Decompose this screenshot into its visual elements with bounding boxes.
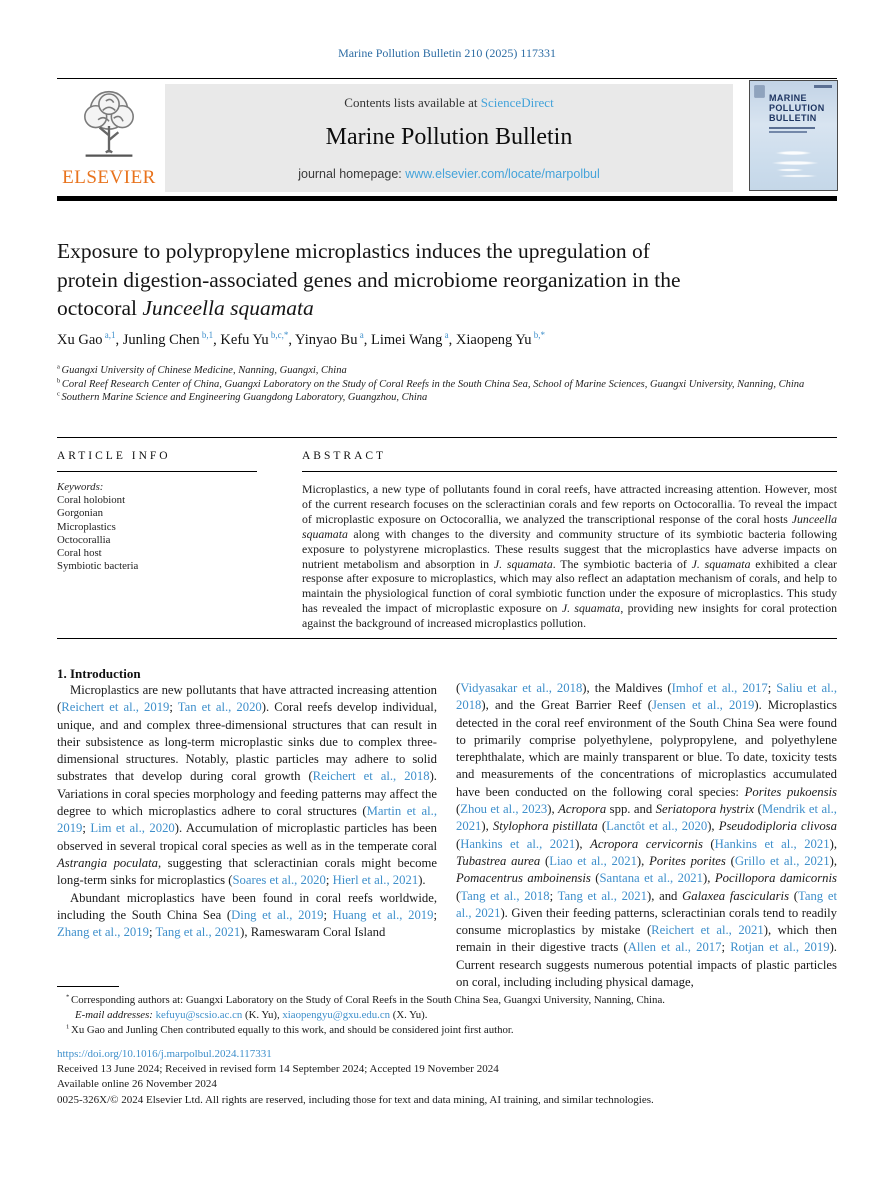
cover-title-line: MARINE <box>769 93 807 103</box>
text-segment: Abundant microplastics have been found in coral reefs worldwide, including the South China Sea ( <box>57 890 437 922</box>
cover-subtitle-bar <box>769 127 815 129</box>
text-segment: . The symbiotic bacteria of <box>552 556 692 571</box>
text-segment: Xu Gao and Junling Chen contributed equally to this work, and should be considered joint first author. <box>71 1023 514 1036</box>
email-addresses-note <box>57 1008 837 1023</box>
text-segment: ; <box>721 940 731 955</box>
journal-header-box <box>165 84 733 192</box>
citation-link[interactable]: Zhang et al., 2019 <box>57 925 149 940</box>
citation-link[interactable]: Mendrik et al., 2021 <box>456 802 837 834</box>
citation-link[interactable]: Tang et al., 2021 <box>456 888 838 920</box>
citation-link[interactable]: Allen et al., 2017 <box>627 940 722 955</box>
citation-link[interactable]: Grillo et al., 2021 <box>734 853 830 868</box>
text-segment: ), and the Great Barrier Reef ( <box>481 698 652 713</box>
text-segment: ( <box>702 836 715 851</box>
text-segment: Southern Marine Science and Engineering Guangdong Laboratory, Guangzhou, China <box>61 392 428 403</box>
affiliation-line <box>57 391 837 405</box>
text-segment: , Limei Wang <box>363 332 443 348</box>
citation-link[interactable]: Lanctôt et al., 2020 <box>606 819 708 834</box>
affiliations <box>57 364 837 405</box>
text-segment: ( <box>789 888 798 903</box>
text-segment: a <box>57 363 62 371</box>
text-segment: , Xiaopeng Yu <box>448 332 532 348</box>
intro-paragraph <box>57 682 437 890</box>
affiliation-line <box>57 378 837 392</box>
text-segment: ). Accumulation of microplastic particles has been observed in several tropical coral species as well as in the temperate coral <box>57 821 437 853</box>
text-segment: ), Rameswaram Coral Island <box>240 925 386 940</box>
text-segment: Pocillopora damicornis <box>714 871 837 886</box>
text-segment: (K. Yu), <box>242 1008 283 1021</box>
text-segment: Guangxi University of Chinese Medicine, Nanning, Guangxi, China <box>61 365 347 376</box>
keyword-item: Coral host <box>57 547 102 560</box>
text-segment: spp. and <box>606 802 656 817</box>
text-segment: ), <box>829 836 837 851</box>
text-segment: ). Variations in coral species morphology and feeding patterns may affect the degree to which microplastics adhere to coral structures ( <box>57 769 437 819</box>
text-segment: Contents lists available at <box>344 95 481 110</box>
citation-link[interactable]: Hankins et al., 2021 <box>460 836 576 851</box>
article-title-line <box>57 266 777 295</box>
journal-cover-thumbnail[interactable] <box>749 80 838 191</box>
abstract-heading: ABSTRACT <box>302 450 387 462</box>
citation-link[interactable]: Rotjan et al., 2019 <box>730 940 830 955</box>
text-segment: ). Coral reefs develop individual, unique, and and complex three-dimensional structures that can result in their subsistence as long-term microplastic sinks due to complex three-dimensional structures. Notably, plastic particles may adhere to solid substrates that develop during coral growth ( <box>57 700 437 784</box>
header-top-rule <box>57 78 837 79</box>
text-segment: ; <box>323 907 333 922</box>
text-segment: , suggesting that scleractinian corals might become long-term sinks for microplastics ( <box>57 855 437 888</box>
text-segment: ( <box>456 888 461 903</box>
text-segment: exhibited a clear response after exposure to microplastics, which may also reflect an adaptation mechanism of corals, and help to maintain the physiological function of coral symbiotic function under the exposure of microplastics. This study has revealed the impact of microplastic exposure on <box>302 556 837 616</box>
keyword-item: Gorgonian <box>57 507 103 520</box>
citation-link[interactable]: Jensen et al., 2019 <box>651 698 755 713</box>
text-segment: ; <box>325 873 333 888</box>
text-segment: Junceella squamata <box>142 296 314 320</box>
article-title <box>57 237 777 323</box>
citation-link[interactable]: Ding et al., 2019 <box>231 907 324 922</box>
text-segment: ). Current research suggests numerous potential impacts of plastic particles on coral, including including physical damage, <box>456 940 837 990</box>
text-segment: ( <box>597 819 607 834</box>
journal-title: Marine Pollution Bulletin <box>325 124 573 150</box>
article-title-line <box>57 237 777 266</box>
text-segment: ). Microplastics detected in the coral reef environment of the South China Sea were found to primarily comprise polyethylene, polypropylene, and polyethylene terephthalate, which are mainly transparent or blue. To date, toxicity tests and measurements of the concentrations of microplastics accumulated have been conducted on the following coral species: <box>456 698 837 799</box>
text-segment: Porites pukoensis <box>744 784 837 799</box>
elsevier-tree-icon <box>70 86 148 166</box>
cover-waves-art <box>750 143 837 183</box>
footnotes-block <box>57 993 837 1037</box>
abstract-column <box>302 450 837 631</box>
text-segment: b <box>57 377 62 384</box>
intro-left-column <box>57 666 437 941</box>
text-segment: Porites porites <box>649 853 726 868</box>
elsevier-logo <box>57 86 161 192</box>
text-segment: * <box>66 993 72 1001</box>
keywords-label: Keywords: <box>57 481 104 493</box>
citation-link[interactable]: Lim et al., 2020 <box>90 821 175 836</box>
text-segment: ), <box>829 853 837 868</box>
text-segment: J. squamata <box>493 556 553 571</box>
elsevier-wordmark: ELSEVIER <box>62 167 156 188</box>
sciencedirect-link[interactable]: ScienceDirect <box>480 95 554 110</box>
email-link[interactable]: xiaopengyu@gxu.edu.cn <box>282 1008 391 1021</box>
text-segment: ), <box>575 836 591 851</box>
text-segment: Xu Gao <box>57 332 103 348</box>
article-title-line <box>57 294 777 323</box>
text-segment: octocoral <box>57 296 143 320</box>
keyword-item: Symbiotic bacteria <box>57 560 139 573</box>
corresponding-author-note <box>57 993 837 1008</box>
text-segment: , providing new insights for coral protection against the background of increased microplastics pollution. <box>302 601 838 631</box>
text-segment: Microplastics are new pollutants that have attracted increasing attention ( <box>57 683 437 715</box>
citation-link[interactable]: Liao et al., 2021 <box>549 853 637 868</box>
citation-link[interactable]: Huang et al., 2019 <box>332 907 434 922</box>
equal-contribution-note <box>57 1023 837 1038</box>
text-segment: ), and <box>646 888 683 903</box>
header-bottom-bar <box>57 196 837 201</box>
text-segment: ), <box>636 853 650 868</box>
intro-right-column <box>456 680 837 991</box>
text-segment: ; <box>148 925 156 940</box>
text-segment: ). <box>418 873 426 888</box>
text-segment: ). Given their feeding patterns, scleractinian corals tend to readily consume microplastics by mistake ( <box>456 905 837 938</box>
text-segment: Seriatopora hystrix <box>655 802 755 817</box>
text-segment: ( <box>456 681 461 695</box>
text-segment: Acropora <box>558 802 607 817</box>
text-segment: ), the Maldives ( <box>582 681 672 695</box>
citation-link[interactable]: Tang et al., 2018 <box>460 888 550 903</box>
text-segment: ; <box>767 681 777 695</box>
citation-link[interactable]: Santana et al., 2021 <box>599 871 703 886</box>
text-segment: ; <box>82 821 91 836</box>
text-segment: ), which then remain in their digestive tracts ( <box>456 923 837 955</box>
text-segment: Galaxea fascicularis <box>682 888 790 903</box>
author-affil-sup[interactable]: a <box>442 330 449 341</box>
text-segment: E-mail addresses: <box>75 1008 156 1021</box>
section-divider-rule <box>57 437 837 438</box>
text-segment: ; <box>549 888 558 903</box>
text-segment: , Yinyao Bu <box>288 332 358 348</box>
citation-link[interactable]: Imhof et al., 2017 <box>671 681 768 695</box>
keyword-item: Octocorallia <box>57 533 111 546</box>
author-affil-sup[interactable]: b,* <box>531 330 545 341</box>
text-segment: ( <box>590 871 600 886</box>
text-segment: ), <box>707 819 719 834</box>
cover-title <box>769 93 825 123</box>
intro-paragraph <box>456 680 837 991</box>
text-segment: Coral Reef Research Center of China, Guangxi Laboratory on the Study of Coral Reefs in the South China Sea, School of Marine Sciences, Guangxi University, Nanning, China <box>61 378 805 390</box>
text-segment: ), <box>547 802 559 817</box>
citation-link[interactable]: Soares et al., 2020 <box>232 873 326 888</box>
text-segment: Pseudodiploria clivosa <box>718 819 837 834</box>
footnote-divider-rule <box>57 986 119 987</box>
citation-link[interactable]: Martin et al., 2019 <box>57 804 437 836</box>
affiliation-line <box>57 364 837 378</box>
text-segment: (X. Yu). <box>390 1008 428 1021</box>
text-segment: Tubastrea aurea <box>456 853 541 868</box>
author-affil-sup[interactable]: b,1 <box>199 330 214 341</box>
text-segment: ), <box>481 819 493 834</box>
citation-link[interactable]: Hankins et al., 2021 <box>714 836 830 851</box>
text-segment: Microplastics, a new type of pollutants found in coral reefs, have attracted increasing attention. However, most of the current research focuses on the scleractinian corals and few reports on Octocorallia. To reveal the impact of microplastic exposure on Octocorallia, we analyzed the transcriptional response of the coral hosts <box>302 482 837 526</box>
text-segment: J. squamata <box>561 601 621 616</box>
citation-link[interactable]: Vidyasakar et al., 2018 <box>460 681 583 695</box>
citation-link[interactable]: Hierl et al., 2021 <box>332 873 419 888</box>
received-dates: Received 13 June 2024; Received in revised form 14 September 2024; Accepted 19 November 2024 <box>57 1063 499 1076</box>
text-segment: Pomacentrus amboinensis <box>456 871 591 886</box>
available-online-date: Available online 26 November 2024 <box>57 1078 217 1091</box>
text-segment: Astrangia poculata <box>57 855 158 870</box>
text-segment: 1 <box>66 1023 72 1030</box>
article-info-heading: ARTICLE INFO <box>57 450 171 462</box>
citation-link[interactable]: Saliu et al., 2018 <box>456 681 837 713</box>
text-segment: ( <box>456 802 461 817</box>
text-segment: Corresponding authors at: Guangxi Laboratory on the Study of Coral Reefs in the South China Sea, Guangxi University, Nanning, China. <box>71 994 665 1006</box>
contents-lists-line <box>165 95 733 111</box>
text-segment: ), <box>703 871 715 886</box>
text-segment: protein digestion-associated genes and microbiome reorganization in the <box>57 267 681 292</box>
text-segment: J. squamata <box>691 556 751 571</box>
text-segment: c <box>57 390 62 398</box>
cover-stamp-icon <box>755 86 764 97</box>
page-content <box>57 0 837 1186</box>
keyword-item: Coral holobiont <box>57 494 126 507</box>
section-divider-rule <box>57 638 837 639</box>
text-segment: ; <box>433 907 438 922</box>
copyright-line: 0025-326X/© 2024 Elsevier Ltd. All rights are reserved, including those for text and data mining, AI training, and similar technologies. <box>57 1093 654 1106</box>
text-segment: along with changes to the diversity and community structure of its symbiotic bacteria following exposure to polystyrene microplastics. These results suggest that the microplastics have adverse impacts on nutrient metabolism and absorption in <box>302 526 837 571</box>
journal-reference: Marine Pollution Bulletin 210 (2025) 117331 <box>338 46 556 60</box>
text-segment: ( <box>725 853 735 868</box>
cover-issn-mark <box>814 85 832 88</box>
abstract-rule <box>302 471 837 472</box>
journal-homepage-line <box>165 167 733 181</box>
text-segment: Junceella squamata <box>302 511 837 541</box>
author-affil-sup[interactable]: a,1 <box>102 330 116 341</box>
citation-link[interactable]: Reichert et al., 2019 <box>61 700 170 715</box>
text-segment: ( <box>540 853 550 868</box>
abstract-text <box>302 482 837 631</box>
text-segment: , Kefu Yu <box>213 332 269 348</box>
doi-link[interactable]: https://doi.org/10.1016/j.marpolbul.2024.117331 <box>57 1048 272 1060</box>
text-segment: ( <box>754 802 762 817</box>
citation-link[interactable]: Reichert et al., 2018 <box>312 769 430 784</box>
citation-link[interactable]: Tang et al., 2021 <box>155 925 241 940</box>
text-segment: Acropora cervicornis <box>590 836 703 851</box>
journal-homepage-link[interactable]: www.elsevier.com/locate/marpolbul <box>405 167 600 181</box>
text-segment: , Junling Chen <box>115 332 200 348</box>
keyword-item: Microplastics <box>57 520 116 533</box>
text-segment: Stylophora pistillata <box>492 819 598 834</box>
article-footer <box>57 1047 837 1108</box>
citation-link[interactable]: Reichert et al., 2021 <box>651 923 764 938</box>
author-affil-sup[interactable]: b,c,* <box>268 330 289 341</box>
intro-paragraph <box>57 890 437 942</box>
text-segment: journal homepage: <box>298 167 406 181</box>
article-info-rule <box>57 471 257 472</box>
introduction-heading: 1. Introduction <box>57 666 141 681</box>
author-list <box>57 332 837 349</box>
article-info-column <box>57 450 257 573</box>
text-segment: ; <box>169 700 178 715</box>
cover-subtitle-bar <box>769 131 807 133</box>
keywords-block <box>57 481 257 573</box>
email-link[interactable]: kefuyu@scsio.ac.cn <box>155 1008 243 1021</box>
text-segment: ( <box>456 836 461 851</box>
citation-link[interactable]: Zhou et al., 2023 <box>460 802 548 817</box>
text-segment: Exposure to polypropylene microplastics induces the upregulation of <box>57 239 650 263</box>
cover-title-line: POLLUTION <box>769 103 825 113</box>
citation-link[interactable]: Tan et al., 2020 <box>177 700 262 715</box>
author-affil-sup[interactable]: a <box>357 330 364 341</box>
citation-link[interactable]: Tang et al., 2021 <box>557 888 647 903</box>
cover-title-line: BULLETIN <box>769 113 817 123</box>
